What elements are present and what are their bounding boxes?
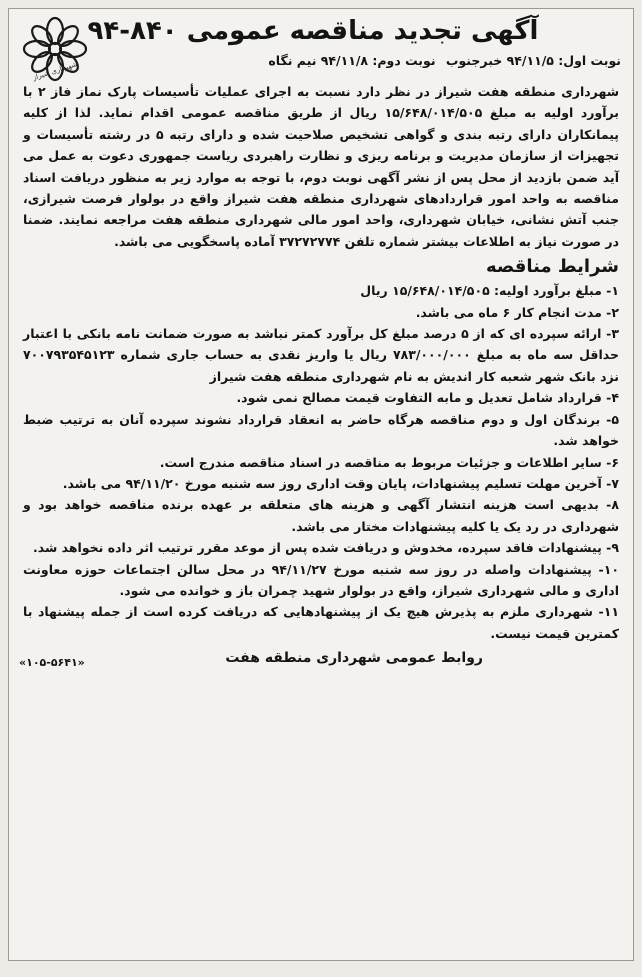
conditions-heading: شرایط مناقصه (485, 256, 619, 278)
newspaper-ad (8, 8, 634, 961)
first-turn-date: نوبت اول: ۹۴/۱۱/۵ خبرجنوب (445, 53, 621, 68)
intro-paragraph: شهرداری منطقه هفت شیراز در نظر دارد نسبت به اجرای عملیات تأسیسات پارک نماز فاز ۲ با برآورد اولیه به مبلغ ۱۵/۶۴۸/۰۱۴/۵۰۵ ریال از طریق مناقصه عمومی اقدام نماید. لذا از کلیه پیمانکاران دارای رتبه بندی و گواهی تشخیص صلاحیت شده و دارای رتبه ۵ در رشته تأسیسات و تجهیزات از سازمان مدیریت و برنامه ریزی و نظارت راهبردی ریاست جمهوری دعوت به عمل می آید ضمن بازدید از محل پس از نشر آگهی نوبت دوم، با توجه به موارد زیر به منظور دریافت اسناد مناقصه به واحد امور قراردادهای شهرداری منطقه هفت شیراز واقع در بولوار فرصت شیرازی، جنب آتش نشانی، خیابان شهرداری، واحد امور مالی شهرداری منطقه هفت مراجعه نمایند. ضمنا در صورت نیاز به اطلاعات بیشتر شماره تلفن ۳۷۲۷۲۷۷۴ آماده پاسخگویی می باشد. (23, 84, 620, 249)
publication-dates (262, 53, 621, 68)
ad-header (9, 9, 633, 82)
second-turn-date: نوبت دوم: ۹۴/۱۱/۸ نیم نگاه (268, 53, 436, 68)
condition-item: ۸- بدیهی است هزینه انتشار آگهی و هزینه های متعلقه بر عهده برنده مناقصه خواهد بود و شهرداری در رد یک یا کلیه پیشنهادات مختار می باشد. (23, 497, 619, 534)
ad-footer (9, 648, 633, 678)
condition-item: ۱۱- شهرداری ملزم به پذیرش هیچ یک از پیشنهادهایی که دریافت کرده است از جمله پیشنهاد با کمترین قیمت نیست. (23, 604, 619, 641)
ad-title: آگهی تجدید مناقصه عمومی ۸۴۰-۹۴ (87, 16, 539, 46)
ad-code: «۱۰۵-۵۶۴۱» (19, 656, 85, 670)
condition-item: ۲- مدت انجام کار ۶ ماه می باشد. (415, 304, 619, 320)
condition-item: ۱- مبلغ برآورد اولیه: ۱۵/۶۴۸/۰۱۴/۵۰۵ ریال (360, 283, 619, 299)
condition-item: ۱۰- پیشنهادات واصله در روز سه شنبه مورخ ۹۴/۱۱/۲۷ در محل سالن اجتماعات حوزه معاونت اداری و مالی شهرداری شیراز، واقع در بولوار شهید چمران باز و خوانده می شود. (23, 561, 619, 598)
condition-item: ۹- پیشنهادات فاقد سپرده، مخدوش و دریافت شده پس از موعد مقرر ترتیب اثر داده نخواهد شد. (33, 540, 619, 556)
signature: روابط عمومی شهرداری منطقه هفت (225, 650, 483, 667)
condition-item: ۵- برندگان اول و دوم مناقصه هرگاه حاضر به انعقاد قرارداد نشوند سپرده آنان به ترتیب ضبط خواهد شد. (23, 411, 619, 449)
condition-item: ۳- ارائه سپرده ای که از ۵ درصد مبلغ کل برآورد کمتر نباشد به صورت ضمانت نامه بانکی با اعتبار حداقل سه ماه به مبلغ ۷۸۳/۰۰۰/۰۰۰ ریال یا واریز نقدی به حساب جاری شماره ۷۰۰۷۹۳۵۴۵۱۲۳ نزد بانک شهر شعبه کار اندیش به نام شهرداری منطقه هفت شیراز (23, 326, 620, 384)
ad-body (9, 71, 633, 644)
condition-item: ۴- قرارداد شامل تعدیل و مابه التفاوت قیمت مصالح نمی شود. (236, 390, 619, 406)
condition-item: ۷- آخرین مهلت تسلیم پیشنهادات، پایان وقت اداری روز سه شنبه مورخ ۹۴/۱۱/۲۰ می باشد. (62, 475, 619, 491)
logo-caption: شهرداری شیراز (31, 60, 79, 82)
condition-item: ۶- سایر اطلاعات و جزئیات مربوط به مناقصه در اسناد مناقصه مندرج است. (159, 454, 619, 470)
